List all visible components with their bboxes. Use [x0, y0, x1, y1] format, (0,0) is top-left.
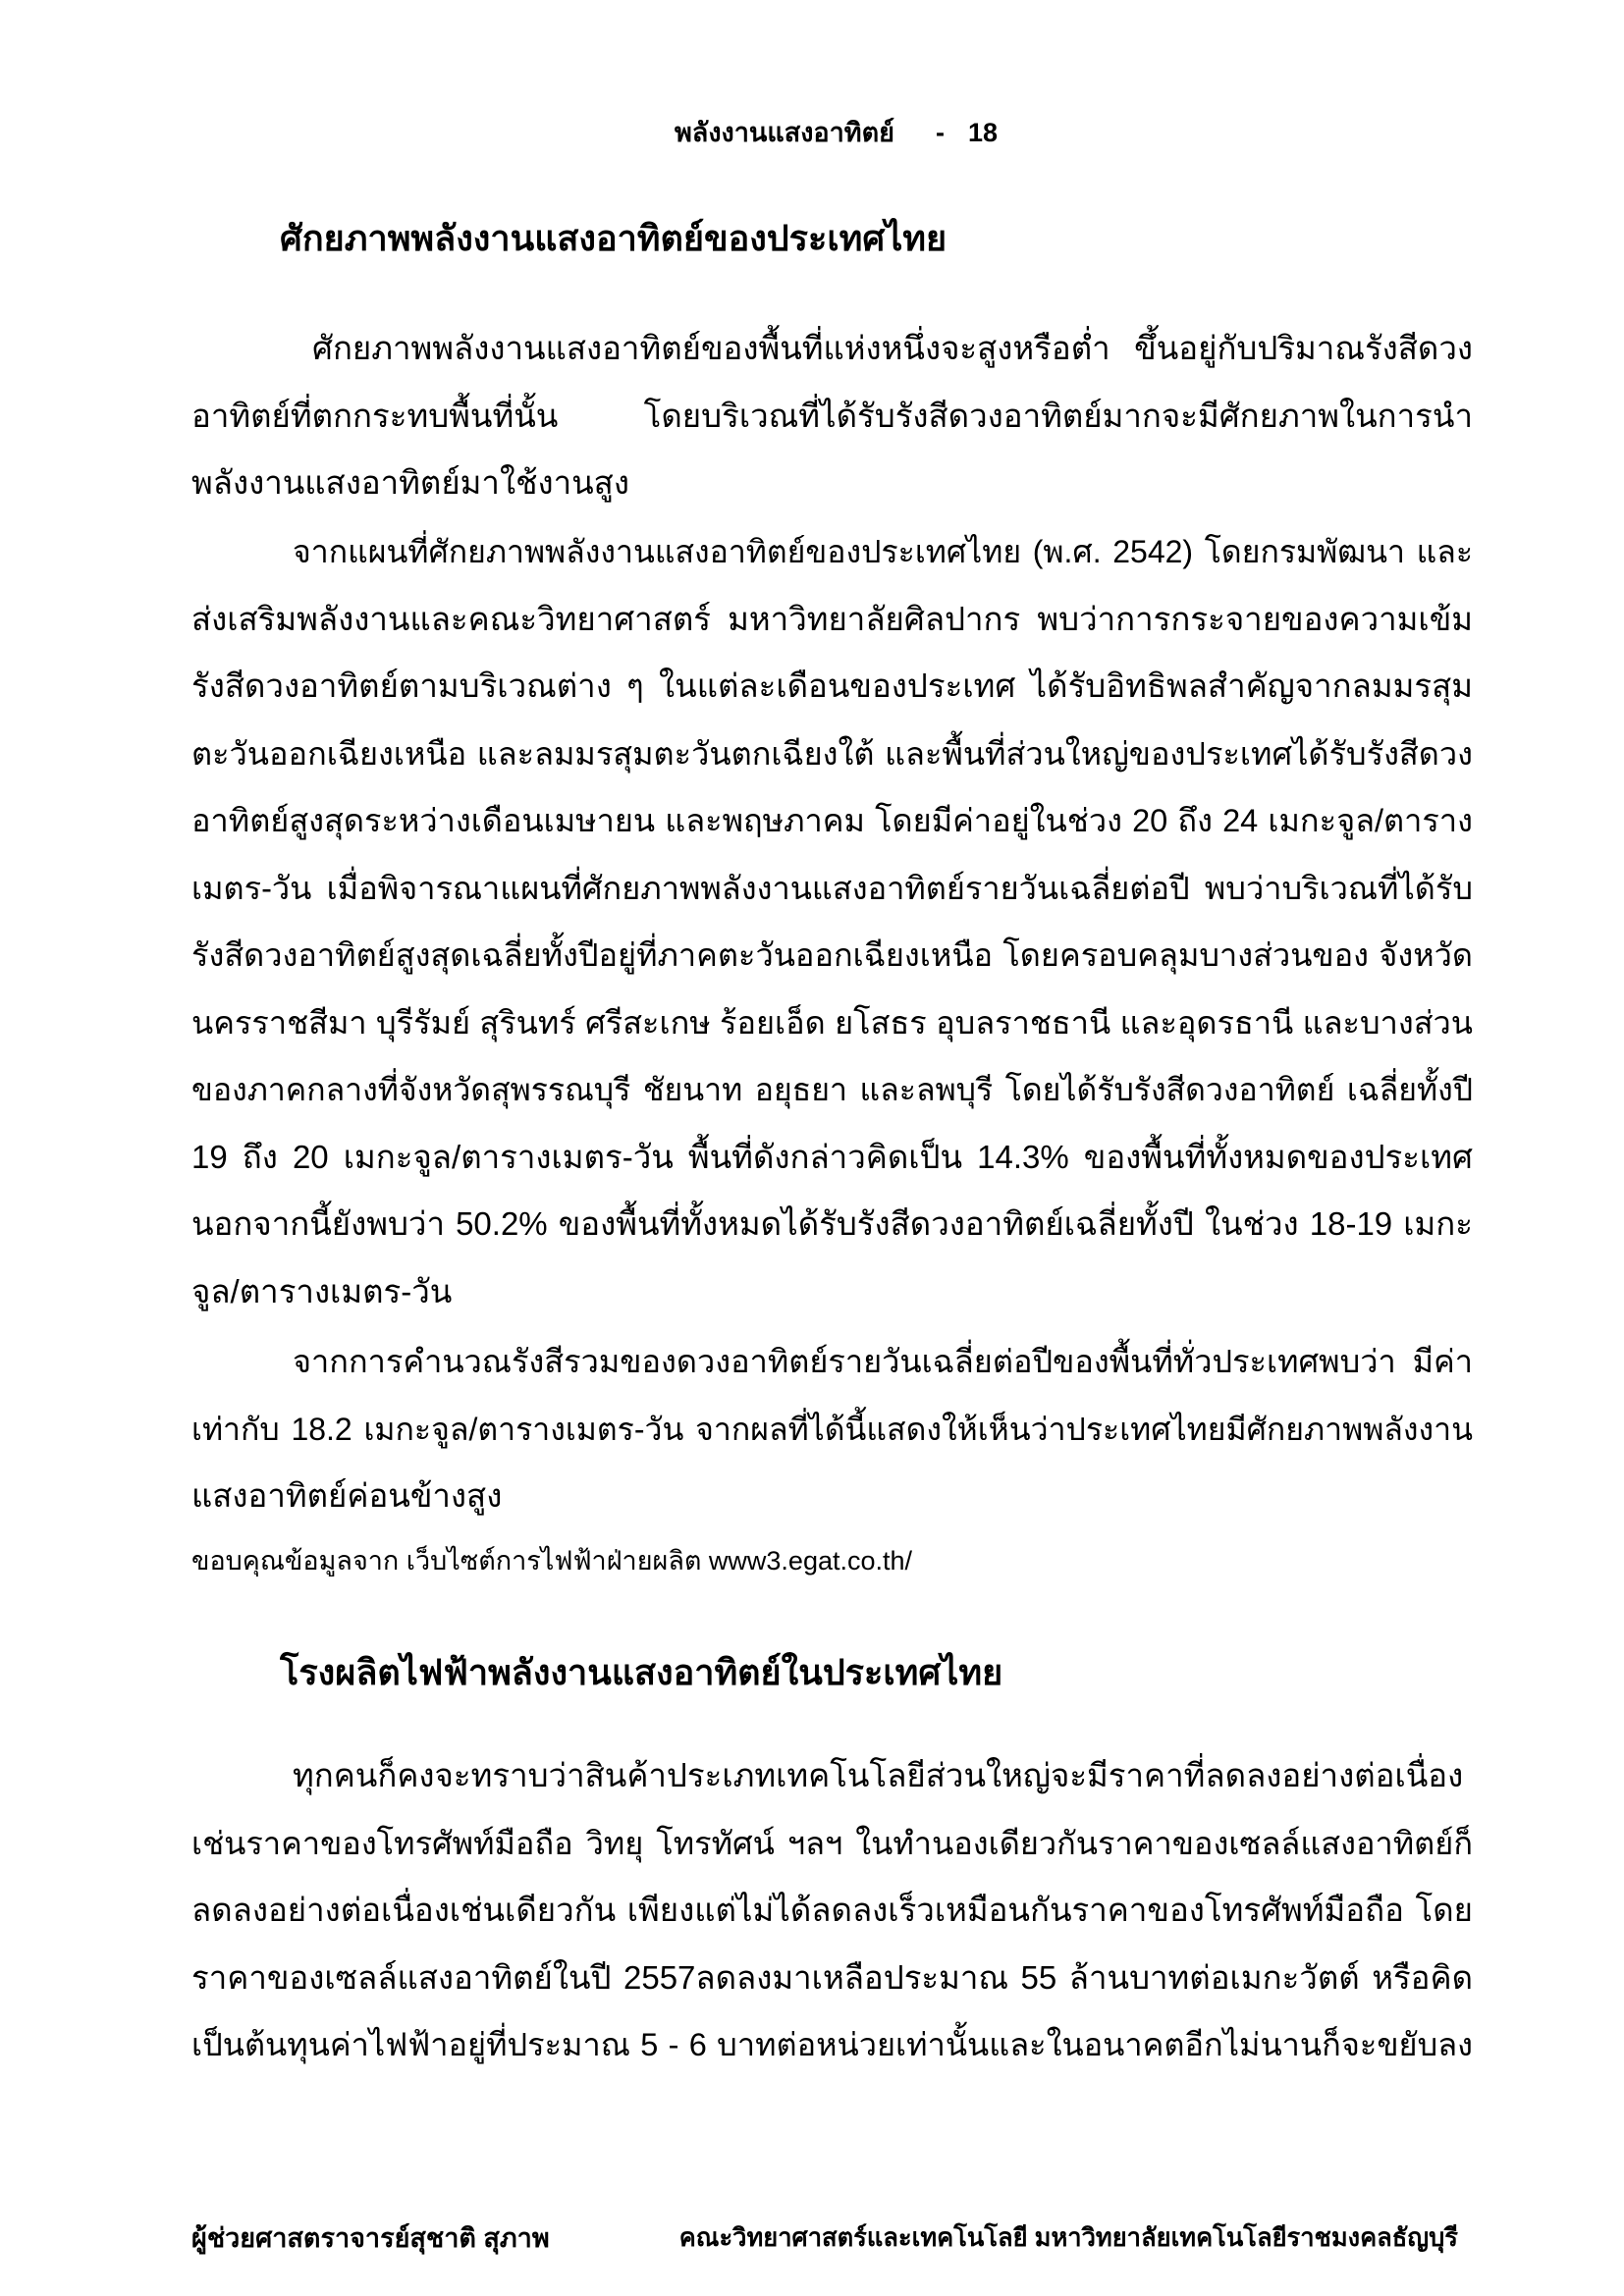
paragraph-line: เช่นราคาของโทรศัพท์มือถือ วิทยุ โทรทัศน์ ฯลฯ ในทำนองเดียวกันราคาของเซลล์แสงอาทิตย์ก็	[191, 1825, 1473, 1861]
paragraph-line: พลังงานแสงอาทิตย์มาใช้งานสูง	[191, 464, 629, 501]
paragraph-line: อาทิตย์สูงสุดระหว่างเดือนเมษายน และพฤษภาคม โดยมีค่าอยู่ในช่วง 20 ถึง 24 เมกะจูล/ตาราง	[191, 803, 1473, 838]
running-header-separator: -	[935, 118, 945, 147]
paragraph-line: ลดลงอย่างต่อเนื่องเช่นเดียวกัน เพียงแต่ไม่ได้ลดลงเร็วเหมือนกันราคาของโทรศัพท์มือถือ โดย	[191, 1892, 1473, 1928]
paragraph-line: เป็นต้นทุนค่าไฟฟ้าอยู่ที่ประมาณ 5 - 6 บาทต่อหน่วยเท่านั้นและในอนาคตอีกไม่นานก็จะขยับลง	[191, 2027, 1473, 2062]
paragraph-line: นอกจากนี้ยังพบว่า 50.2% ของพื้นที่ทั้งหมดได้รับรังสีดวงอาทิตย์เฉลี่ยทั้งปี ในช่วง 18-19 เมกะ	[191, 1205, 1473, 1242]
paragraph-line: เท่ากับ 18.2 เมกะจูล/ตารางเมตร-วัน จากผลที่ได้นี้แสดงให้เห็นว่าประเทศไทยมีศักยภาพพลังงาน	[191, 1411, 1473, 1447]
page-number: 18	[967, 118, 998, 147]
paragraph-line: ส่งเสริมพลังงานและคณะวิทยาศาสตร์ มหาวิทยาลัยศิลปากร พบว่าการกระจายของความเข้ม	[191, 600, 1473, 637]
paragraph-line: อาทิตย์ที่ตกกระทบพื้นที่นั้น โดยบริเวณที่ได้รับรังสีดวงอาทิตย์มากจะมีศักยภาพในการนำ	[191, 397, 1473, 434]
footer-author: ผู้ช่วยศาสตราจารย์สุชาติ สุภาพ	[191, 2223, 550, 2253]
footer-affiliation: คณะวิทยาศาสตร์และเทคโนโลยี มหาวิทยาลัยเทคโนโลยีราชมงคลธัญบุรี	[678, 2224, 1458, 2252]
running-header	[675, 103, 1146, 162]
section-heading-solar-power-plants: โรงผลิตไฟฟ้าพลังงานแสงอาทิตย์ในประเทศไทย	[280, 1652, 1003, 1692]
page-footer	[191, 2209, 1473, 2268]
paragraph	[191, 315, 1473, 517]
section-heading-solar-potential: ศักยภาพพลังงานแสงอาทิตย์ของประเทศไทย	[280, 218, 947, 258]
paragraph-line: จากแผนที่ศักยภาพพลังงานแสงอาทิตย์ของประเทศไทย (พ.ศ. 2542) โดยกรมพัฒนา และ	[293, 534, 1473, 569]
paragraph-line: เมตร-วัน เมื่อพิจารณาแผนที่ศักยภาพพลังงานแสงอาทิตย์รายวันเฉลี่ยต่อปี พบว่าบริเวณที่ได้รับ	[191, 870, 1473, 906]
paragraph-line: นครราชสีมา บุรีรัมย์ สุรินทร์ ศรีสะเกษ ร้อยเอ็ด ยโสธร อุบลราชธานี และอุดรธานี และบางส่วน	[191, 1004, 1473, 1041]
paragraph-line: ของภาคกลางที่จังหวัดสุพรรณบุรี ชัยนาท อยุธยา และลพบุรี โดยได้รับรังสีดวงอาทิตย์ เฉลี่ยทั้งปี	[191, 1072, 1473, 1107]
paragraph-line: จากการคำนวณรังสีรวมของดวงอาทิตย์รายวันเฉลี่ยต่อปีของพื้นที่ทั่วประเทศพบว่า มีค่า	[293, 1344, 1473, 1379]
paragraph	[191, 1328, 1473, 1530]
paragraph-line: ศักยภาพพลังงานแสงอาทิตย์ของพื้นที่แห่งหนึ่งจะสูงหรือต่ำ ขึ้นอยู่กับปริมาณรังสีดวง	[312, 330, 1473, 366]
running-header-title: พลังงานแสงอาทิตย์	[675, 118, 894, 147]
paragraph-line: แสงอาทิตย์ค่อนข้างสูง	[191, 1477, 503, 1514]
paragraph-line: รังสีดวงอาทิตย์ตามบริเวณต่าง ๆ ในแต่ละเดือนของประเทศ ได้รับอิทธิพลสำคัญจากลมมรสุม	[191, 667, 1473, 704]
source-note: ขอบคุณข้อมูลจาก เว็บไซต์การไฟฟ้าฝ่ายผลิต www3.egat.co.th/	[191, 1546, 913, 1575]
paragraph-line: จูล/ตารางเมตร-วัน	[191, 1272, 453, 1309]
paragraph-line: 19 ถึง 20 เมกะจูล/ตารางเมตร-วัน พื้นที่ดังกล่าวคิดเป็น 14.3% ของพื้นที่ทั้งหมดของประเทศ	[191, 1138, 1473, 1175]
paragraph	[191, 518, 1473, 1325]
paragraph-line: ทุกคนก็คงจะทราบว่าสินค้าประเภทเทคโนโลยีส่วนใหญ่จะมีราคาที่ลดลงอย่างต่อเนื่อง	[293, 1757, 1464, 1793]
paragraph	[191, 1742, 1473, 2079]
paragraph-line: ราคาของเซลล์แสงอาทิตย์ในปี 2557ลดลงมาเหลือประมาณ 55 ล้านบาทต่อเมกะวัตต์ หรือคิด	[191, 1958, 1473, 1996]
paragraph-line: ตะวันออกเฉียงเหนือ และลมมรสุมตะวันตกเฉียงใต้ และพื้นที่ส่วนใหญ่ของประเทศได้รับรังสีดวง	[191, 735, 1473, 772]
paragraph-line: รังสีดวงอาทิตย์สูงสุดเฉลี่ยทั้งปีอยู่ที่ภาคตะวันออกเฉียงเหนือ โดยครอบคลุมบางส่วนของ จังหวัด	[191, 937, 1473, 973]
